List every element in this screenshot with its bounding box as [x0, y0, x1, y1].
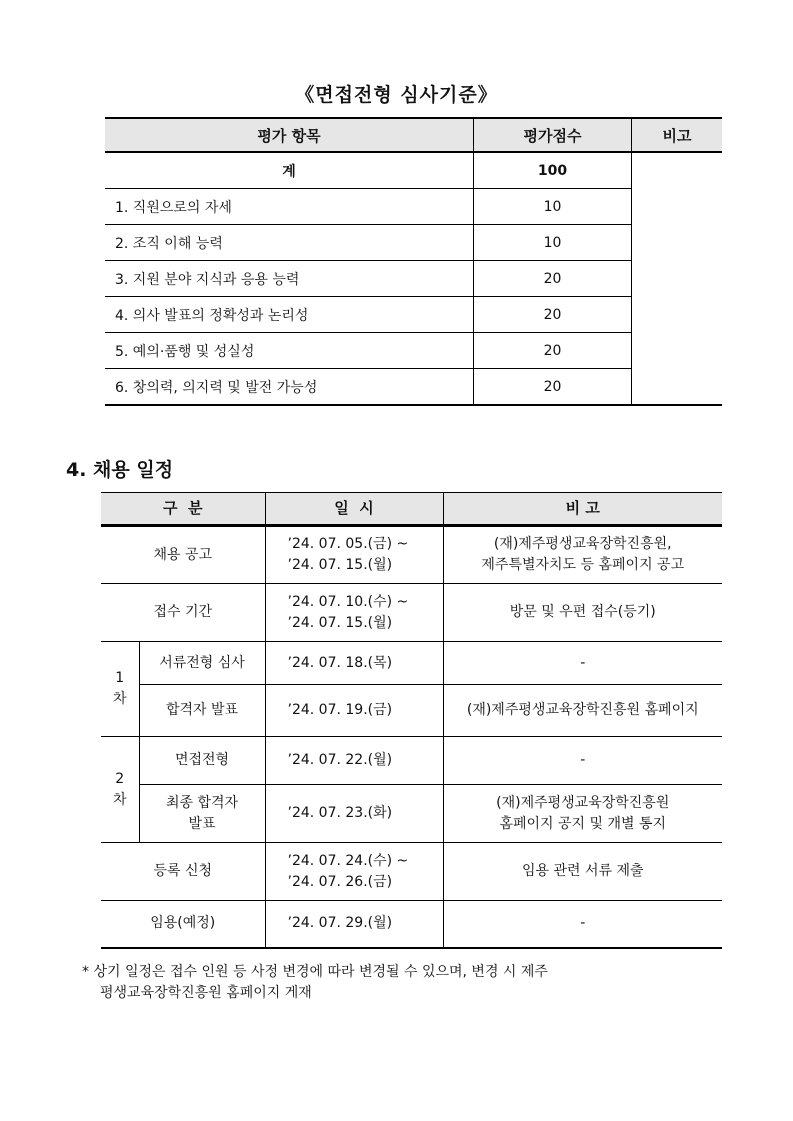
- doc-review-date: ’24. 07. 18.(목): [265, 642, 443, 685]
- receipt-label: 접수 기간: [101, 584, 265, 642]
- stage2-number: 2: [115, 770, 125, 787]
- criteria-label: 1. 직원으로의 자세: [105, 189, 474, 225]
- appointment-label: 임용(예정): [101, 901, 265, 948]
- header-remark: 비고: [632, 118, 723, 152]
- stage2-cell: [101, 737, 139, 843]
- stage1-unit: 차: [112, 691, 127, 707]
- receipt-date-end: ’24. 07. 15.(월): [287, 614, 393, 631]
- remark-cell: [632, 152, 723, 405]
- schedule-row-posting: [101, 526, 722, 584]
- posting-date-end: ’24. 07. 15.(월): [287, 557, 393, 573]
- header-item: 평가 항목: [105, 118, 474, 152]
- header-date: 일 시: [265, 493, 443, 526]
- schedule-row-final: [101, 785, 722, 843]
- posting-label: 채용 공고: [101, 526, 265, 584]
- criteria-score: 10: [474, 189, 632, 225]
- final-note-line1: (재)제주평생교육장학진흥원: [496, 794, 670, 811]
- receipt-note: 방문 및 우편 접수(등기): [443, 584, 722, 642]
- criteria-label: 2. 조직 이해 능력: [105, 225, 474, 261]
- header-category: 구 분: [101, 493, 265, 526]
- criteria-row: [105, 297, 722, 333]
- criteria-title: 《면접전형 심사기준》: [295, 84, 498, 106]
- criteria-label: 4. 의사 발표의 정확성과 논리성: [105, 297, 474, 333]
- schedule-row-doc-review: [101, 642, 722, 685]
- doc-review-label: 서류전형 심사: [139, 642, 265, 685]
- criteria-score: 10: [474, 225, 632, 261]
- criteria-score: 20: [474, 333, 632, 369]
- schedule-table: [101, 492, 722, 949]
- schedule-row-receipt: [101, 584, 722, 642]
- criteria-row: [105, 333, 722, 369]
- posting-note: [443, 526, 722, 584]
- final-label: [139, 785, 265, 843]
- criteria-score: 20: [474, 261, 632, 297]
- final-label-line1: 최종 합격자: [165, 794, 239, 811]
- criteria-label: 5. 예의·품행 및 성실성: [105, 333, 474, 369]
- schedule-row-registration: [101, 843, 722, 901]
- criteria-row: [105, 225, 722, 261]
- interview-date: ’24. 07. 22.(월): [265, 737, 443, 785]
- posting-note-line2: 제주특별자치도 등 홈페이지 공고: [481, 557, 685, 573]
- criteria-label: 3. 지원 분야 지식과 응용 능력: [105, 261, 474, 297]
- stage2-unit: 차: [112, 791, 127, 808]
- criteria-score: 20: [474, 369, 632, 406]
- registration-label: 등록 신청: [101, 843, 265, 901]
- criteria-score: 20: [474, 297, 632, 333]
- interview-note: -: [443, 737, 722, 785]
- schedule-footnote: [82, 962, 548, 1004]
- doc-review-note: -: [443, 642, 722, 685]
- pass-announce-label: 합격자 발표: [139, 685, 265, 737]
- criteria-label: 6. 창의력, 의지력 및 발전 가능성: [105, 369, 474, 406]
- appointment-date: ’24. 07. 29.(월): [265, 901, 443, 948]
- schedule-row-appointment: [101, 901, 722, 948]
- final-date: ’24. 07. 23.(화): [265, 785, 443, 843]
- pass-announce-date: ’24. 07. 19.(금): [265, 685, 443, 737]
- total-row: [105, 152, 722, 189]
- final-note-line2: 홈페이지 공지 및 개별 통지: [499, 815, 667, 832]
- registration-date-end: ’24. 07. 26.(금): [287, 873, 393, 890]
- schedule-row-interview: [101, 737, 722, 785]
- receipt-date-start: ’24. 07. 10.(수) ~: [287, 593, 409, 610]
- posting-date-start: ’24. 07. 05.(금) ~: [287, 536, 409, 552]
- footnote-line1: * 상기 일정은 접수 인원 등 사정 변경에 따라 변경될 수 있으며, 변경 시 제주: [82, 964, 548, 980]
- stage1-number: 1: [115, 670, 125, 686]
- header-score: 평가점수: [474, 118, 632, 152]
- posting-note-line1: (재)제주평생교육장학진흥원,: [493, 536, 672, 552]
- total-score: 100: [474, 152, 632, 189]
- registration-date-start: ’24. 07. 24.(수) ~: [287, 852, 409, 869]
- footnote-line2: 평생교육장학진흥원 홈페이지 게재: [100, 985, 312, 1001]
- criteria-row: [105, 369, 722, 406]
- registration-date: [265, 843, 443, 901]
- schedule-header-row: [101, 493, 722, 526]
- criteria-header-row: [105, 118, 722, 152]
- criteria-table: [105, 117, 722, 406]
- criteria-row: [105, 261, 722, 297]
- schedule-section-title: 4. 채용 일정: [66, 459, 174, 481]
- final-note: [443, 785, 722, 843]
- receipt-date: [265, 584, 443, 642]
- interview-label: 면접전형: [139, 737, 265, 785]
- stage1-cell: [101, 642, 139, 737]
- header-remark: 비 고: [443, 493, 722, 526]
- criteria-row: [105, 189, 722, 225]
- appointment-note: -: [443, 901, 722, 948]
- registration-note: 임용 관련 서류 제출: [443, 843, 722, 901]
- pass-announce-note: (재)제주평생교육장학진흥원 홈페이지: [443, 685, 722, 737]
- posting-date: [265, 526, 443, 584]
- final-label-line2: 발표: [188, 815, 216, 832]
- total-label: 계: [105, 152, 474, 189]
- schedule-row-pass-announce: [101, 685, 722, 737]
